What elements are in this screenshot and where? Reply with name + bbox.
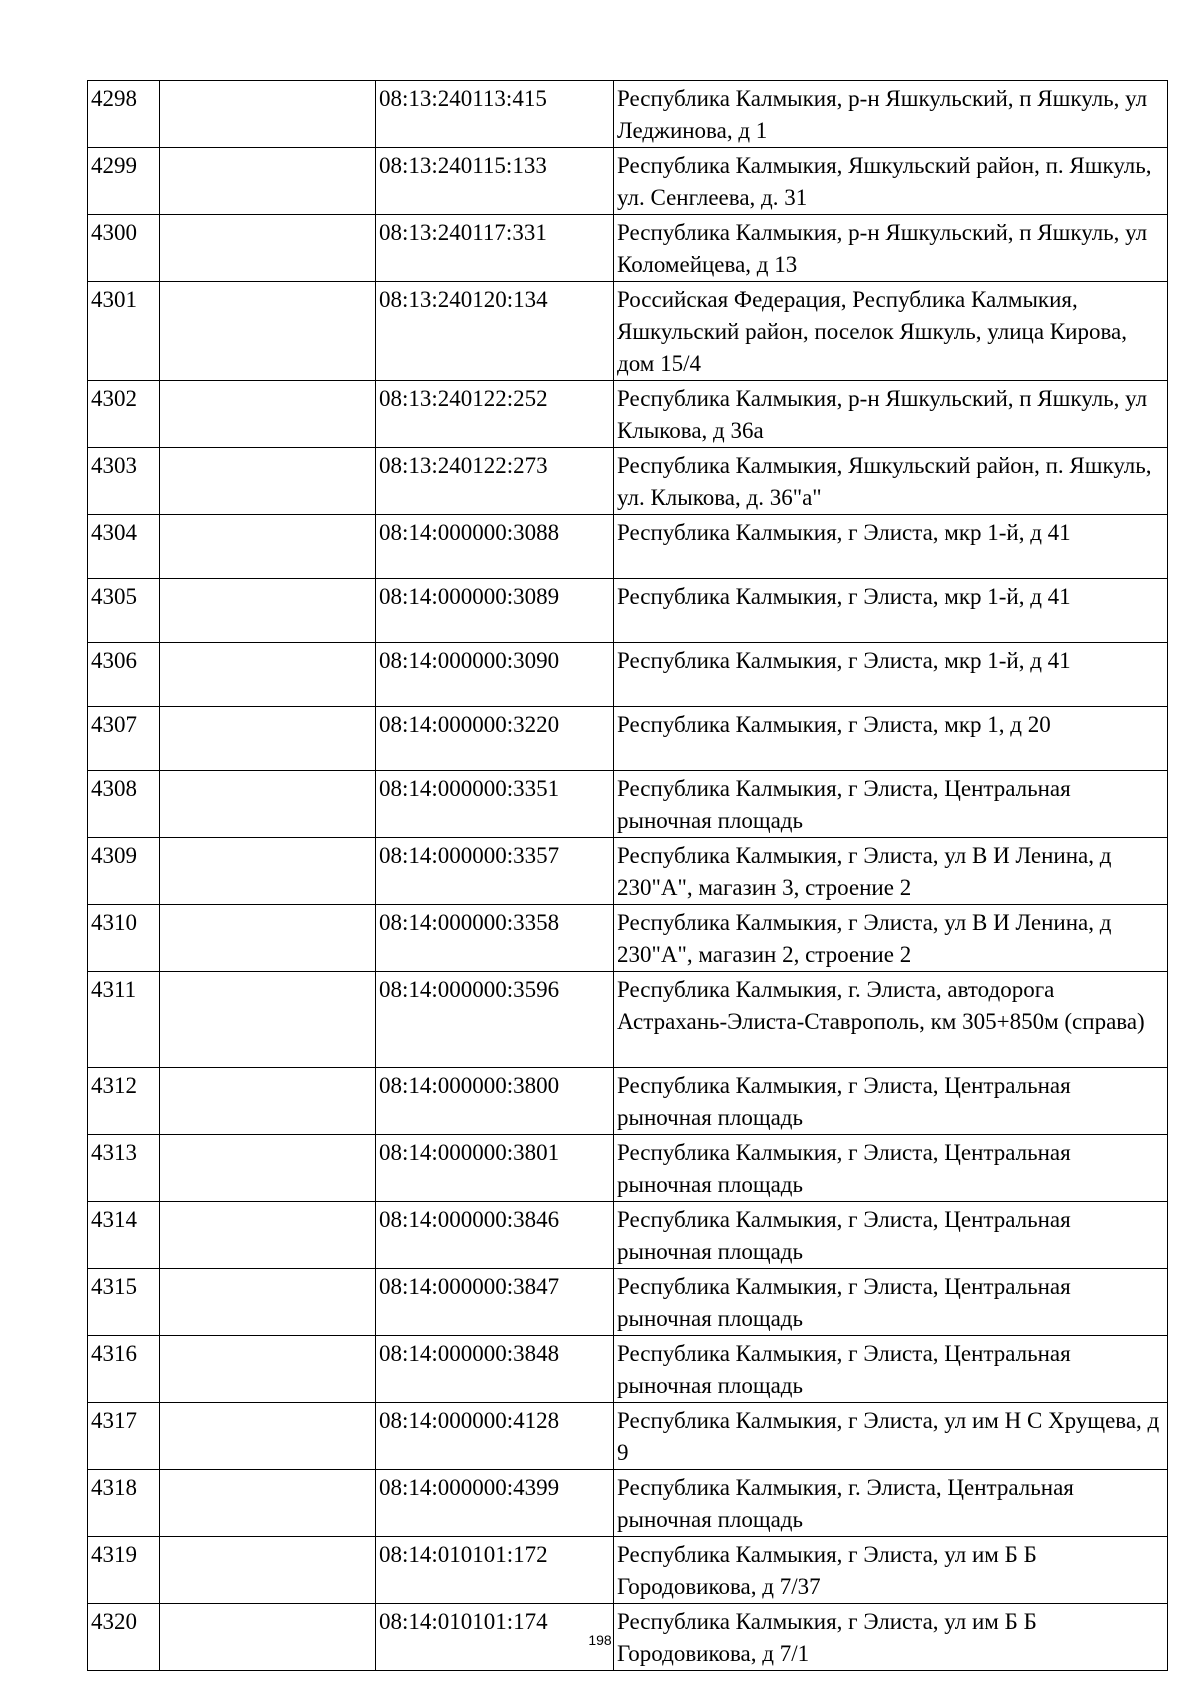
empty-cell: [160, 579, 376, 643]
cadastral-number: 08:14:000000:3800: [376, 1068, 614, 1135]
cadastral-number: 08:14:000000:3358: [376, 905, 614, 972]
address: Республика Калмыкия, г Элиста, Центральная рыночная площадь: [614, 1202, 1168, 1269]
cadastral-number: 08:14:000000:3351: [376, 771, 614, 838]
table-row: [88, 972, 1168, 1068]
address: Республика Калмыкия, г Элиста, ул им Б Б Городовикова, д 7/1: [614, 1604, 1168, 1671]
table-row: [88, 448, 1168, 515]
row-number: 4307: [88, 707, 160, 771]
row-number: 4298: [88, 81, 160, 148]
empty-cell: [160, 771, 376, 838]
address: Республика Калмыкия, г Элиста, ул В И Ленина, д 230"А", магазин 2, строение 2: [614, 905, 1168, 972]
table-row: [88, 707, 1168, 771]
address: Республика Калмыкия, р-н Яшкульский, п Яшкуль, ул Клыкова, д 36а: [614, 381, 1168, 448]
address: Республика Калмыкия, г Элиста, ул им Б Б Городовикова, д 7/37: [614, 1537, 1168, 1604]
row-number: 4313: [88, 1135, 160, 1202]
empty-cell: [160, 707, 376, 771]
empty-cell: [160, 148, 376, 215]
table-row: [88, 838, 1168, 905]
row-number: 4300: [88, 215, 160, 282]
table-row: [88, 1336, 1168, 1403]
table-row: [88, 1202, 1168, 1269]
table-row: [88, 148, 1168, 215]
cadastral-number: 08:14:000000:3357: [376, 838, 614, 905]
table-row: [88, 381, 1168, 448]
empty-cell: [160, 448, 376, 515]
empty-cell: [160, 1537, 376, 1604]
cadastral-number: 08:14:000000:4399: [376, 1470, 614, 1537]
cadastral-number: 08:14:000000:3801: [376, 1135, 614, 1202]
cadastral-number: 08:13:240115:133: [376, 148, 614, 215]
row-number: 4304: [88, 515, 160, 579]
address: Республика Калмыкия, г Элиста, Центральная рыночная площадь: [614, 1135, 1168, 1202]
address: Республика Калмыкия, г Элиста, ул им Н С Хрущева, д 9: [614, 1403, 1168, 1470]
address: Республика Калмыкия, г Элиста, мкр 1-й, д 41: [614, 643, 1168, 707]
empty-cell: [160, 905, 376, 972]
empty-cell: [160, 81, 376, 148]
row-number: 4310: [88, 905, 160, 972]
cadastral-number: 08:14:000000:3220: [376, 707, 614, 771]
table-row: [88, 1068, 1168, 1135]
empty-cell: [160, 1269, 376, 1336]
empty-cell: [160, 1068, 376, 1135]
address: Республика Калмыкия, г Элиста, Центральная рыночная площадь: [614, 771, 1168, 838]
table-row: [88, 771, 1168, 838]
table-row: [88, 579, 1168, 643]
row-number: 4319: [88, 1537, 160, 1604]
table-row: [88, 282, 1168, 381]
row-number: 4316: [88, 1336, 160, 1403]
address: Республика Калмыкия, г Элиста, мкр 1-й, д 41: [614, 579, 1168, 643]
table-row: [88, 1537, 1168, 1604]
table-row: [88, 905, 1168, 972]
cadastral-number: 08:14:000000:3847: [376, 1269, 614, 1336]
row-number: 4317: [88, 1403, 160, 1470]
empty-cell: [160, 838, 376, 905]
cadastral-number: 08:13:240122:273: [376, 448, 614, 515]
cadastral-number: 08:14:000000:3846: [376, 1202, 614, 1269]
table-row: [88, 1135, 1168, 1202]
property-table: [87, 80, 1168, 1671]
cadastral-number: 08:13:240120:134: [376, 282, 614, 381]
table-row: [88, 81, 1168, 148]
cadastral-number: 08:14:000000:3596: [376, 972, 614, 1068]
address: Республика Калмыкия, г Элиста, ул В И Ленина, д 230"А", магазин 3, строение 2: [614, 838, 1168, 905]
cadastral-number: 08:14:010101:172: [376, 1537, 614, 1604]
address: Республика Калмыкия, г Элиста, мкр 1-й, д 41: [614, 515, 1168, 579]
address: Республика Калмыкия, Яшкульский район, п. Яшкуль, ул. Сенглеева, д. 31: [614, 148, 1168, 215]
cadastral-number: 08:14:000000:4128: [376, 1403, 614, 1470]
address: Республика Калмыкия, г Элиста, Центральная рыночная площадь: [614, 1336, 1168, 1403]
table-row: [88, 1403, 1168, 1470]
row-number: 4299: [88, 148, 160, 215]
row-number: 4320: [88, 1604, 160, 1671]
row-number: 4303: [88, 448, 160, 515]
address: Республика Калмыкия, г Элиста, Центральная рыночная площадь: [614, 1068, 1168, 1135]
row-number: 4311: [88, 972, 160, 1068]
cadastral-number: 08:14:000000:3848: [376, 1336, 614, 1403]
address: Республика Калмыкия, г. Элиста, Центральная рыночная площадь: [614, 1470, 1168, 1537]
page-number: 198: [588, 1632, 612, 1648]
row-number: 4314: [88, 1202, 160, 1269]
table-row: [88, 515, 1168, 579]
cadastral-number: 08:14:000000:3088: [376, 515, 614, 579]
table-row: [88, 1269, 1168, 1336]
table-row: [88, 215, 1168, 282]
cadastral-number: 08:14:000000:3090: [376, 643, 614, 707]
address: Республика Калмыкия, г Элиста, мкр 1, д 20: [614, 707, 1168, 771]
row-number: 4309: [88, 838, 160, 905]
cadastral-number: 08:13:240117:331: [376, 215, 614, 282]
cadastral-number: 08:13:240122:252: [376, 381, 614, 448]
empty-cell: [160, 1135, 376, 1202]
address: Российская Федерация, Республика Калмыкия, Яшкульский район, поселок Яшкуль, улица Кирова, дом 15/4: [614, 282, 1168, 381]
empty-cell: [160, 1336, 376, 1403]
address: Республика Калмыкия, г. Элиста, автодорога Астрахань-Элиста-Ставрополь, км 305+850м (справа): [614, 972, 1168, 1068]
row-number: 4306: [88, 643, 160, 707]
empty-cell: [160, 1202, 376, 1269]
empty-cell: [160, 515, 376, 579]
empty-cell: [160, 1403, 376, 1470]
empty-cell: [160, 643, 376, 707]
cadastral-number: 08:14:010101:174: [376, 1604, 614, 1671]
table-row: [88, 1470, 1168, 1537]
row-number: 4318: [88, 1470, 160, 1537]
empty-cell: [160, 972, 376, 1068]
row-number: 4302: [88, 381, 160, 448]
address: Республика Калмыкия, р-н Яшкульский, п Яшкуль, ул Леджинова, д 1: [614, 81, 1168, 148]
row-number: 4301: [88, 282, 160, 381]
table-row: [88, 643, 1168, 707]
row-number: 4308: [88, 771, 160, 838]
row-number: 4315: [88, 1269, 160, 1336]
empty-cell: [160, 381, 376, 448]
cadastral-number: 08:13:240113:415: [376, 81, 614, 148]
address: Республика Калмыкия, г Элиста, Центральная рыночная площадь: [614, 1269, 1168, 1336]
address: Республика Калмыкия, р-н Яшкульский, п Яшкуль, ул Коломейцева, д 13: [614, 215, 1168, 282]
empty-cell: [160, 282, 376, 381]
address: Республика Калмыкия, Яшкульский район, п. Яшкуль, ул. Клыкова, д. 36"а": [614, 448, 1168, 515]
row-number: 4312: [88, 1068, 160, 1135]
empty-cell: [160, 1470, 376, 1537]
empty-cell: [160, 215, 376, 282]
cadastral-number: 08:14:000000:3089: [376, 579, 614, 643]
row-number: 4305: [88, 579, 160, 643]
